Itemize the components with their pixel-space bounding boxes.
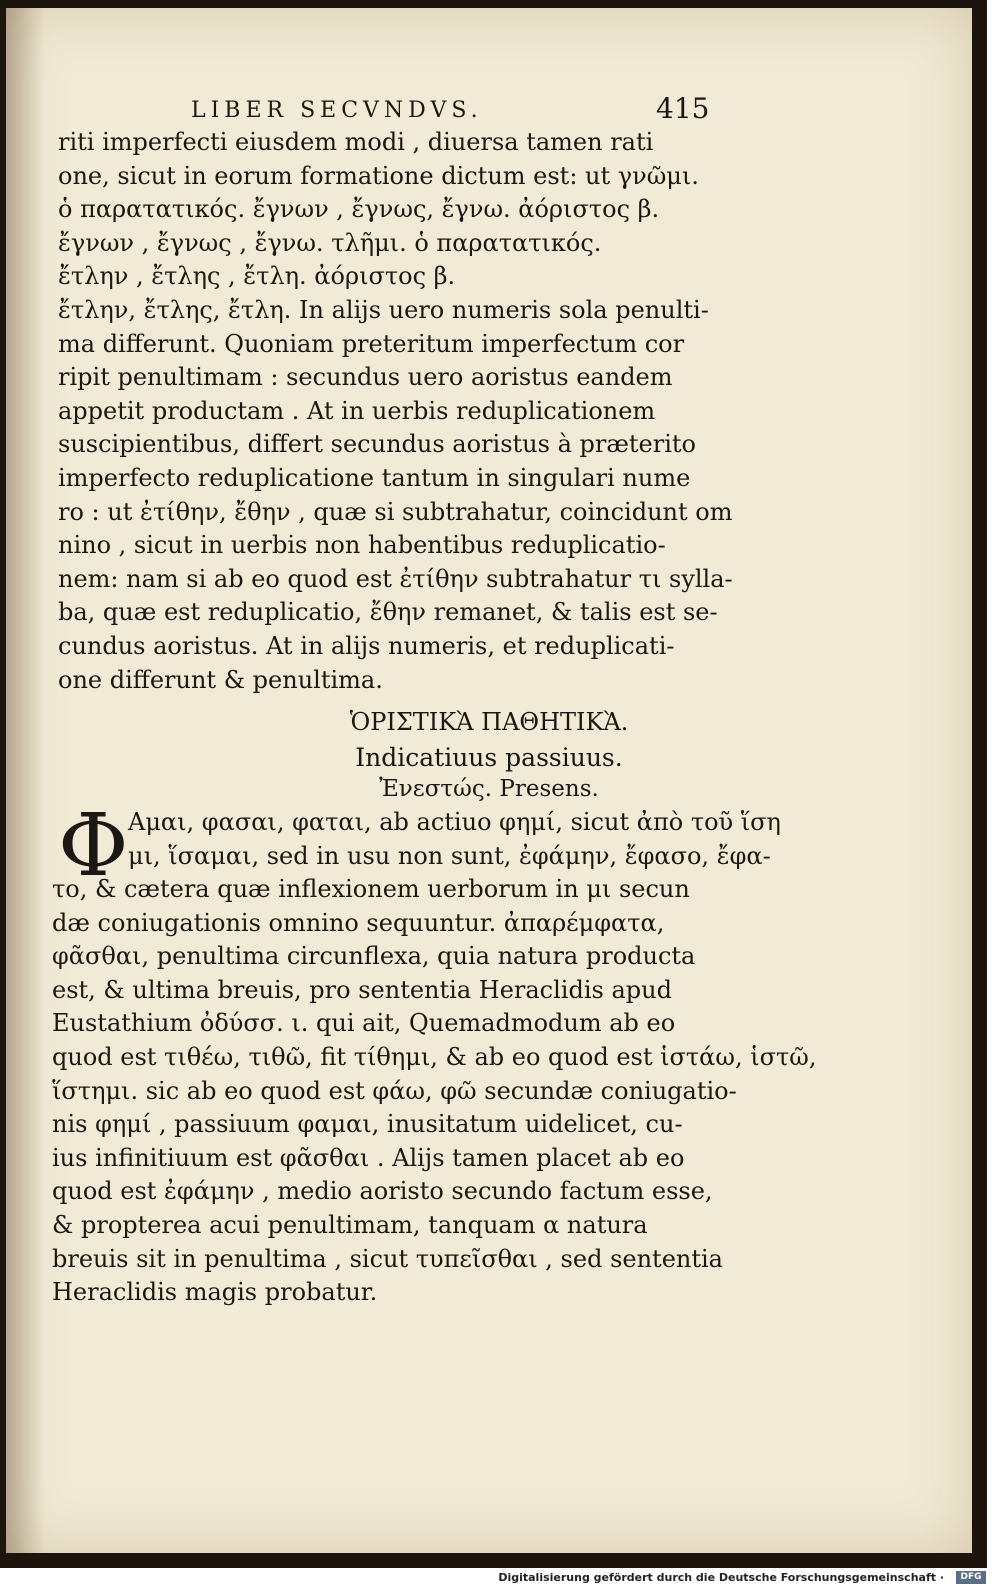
running-head: LIBER SECVNDVS. xyxy=(191,98,483,123)
dfg-logo: DFG xyxy=(956,1571,986,1584)
text-line: ἔτλην , ἔτλης , ἔτλη. ἀόριστος β. xyxy=(58,262,456,291)
text-line: dæ coniugationis omnino sequuntur. ἀπαρέμφατα, xyxy=(52,908,665,937)
text-line: το, & cætera quæ inflexionem uerborum in μι secun xyxy=(52,875,690,903)
text-line: breuis sit in penultima , sicut τυπεῖσθαι , sed sententia xyxy=(52,1244,723,1273)
text-line: appetit productam . At in uerbis reduplicationem xyxy=(58,396,656,425)
text-line: nino , sicut in uerbis non habentibus reduplicatio- xyxy=(58,531,666,560)
page-number: 415 xyxy=(656,92,710,125)
text-line: ma differunt. Quoniam preteritum imperfectum cor xyxy=(58,329,685,358)
text-line: nis φημί , passiuum φαμαι, inusitatum uidelicet, cu- xyxy=(52,1110,683,1139)
text-line: ro : ut ἐτίθην, ἔθην , quæ si subtrahatur, coincidunt om xyxy=(58,497,733,526)
text-line: ius infinitiuum est φᾶσθαι . Alijs tamen placet ab eo xyxy=(52,1143,685,1172)
text-line: ἵστημι. sic ab eo quod est φάω, φῶ secundæ coniugatio- xyxy=(52,1076,737,1105)
text-line: ἔτλην, ἔτλης, ἔτλη. In alijs uero numeris sola penulti- xyxy=(58,296,709,324)
text-line-indented: Αμαι, φασαι, φαται, ab actiuo φημί, sicut ἀπὸ τοῦ ἵση xyxy=(128,808,781,836)
text-line: suscipientibus, differt secundus aoristus à præterito xyxy=(58,430,696,459)
text-line: & propterea acui penultimam, tanquam α natura xyxy=(52,1211,648,1239)
text-line: ripit penultimam : secundus uero aoristus eandem xyxy=(58,363,673,392)
text-line-indented: μι, ἵσαμαι, sed in usu non sunt, ἐφάμην, ἔφασο, ἔφα- xyxy=(128,841,771,870)
text-line: est, & ultima breuis, pro sententia Heraclidis apud xyxy=(52,975,672,1004)
text-line: quod est ἐφάμην , medio aoristo secundo factum esse, xyxy=(52,1177,713,1206)
text-line: quod est τιθέω, τιθῶ, fit τίθημι, & ab eo quod est ἱστάω, ἱστῶ, xyxy=(52,1043,817,1071)
text-line: Heraclidis magis probatur. xyxy=(52,1278,378,1307)
section-subheading: Ἐνεστώς. Presens. xyxy=(379,776,599,802)
text-line: ba, quæ est reduplicatio, ἔθην remanet, & talis est se- xyxy=(58,598,718,627)
text-line: imperfecto reduplicatione tantum in singulari nume xyxy=(58,464,691,492)
text-line: ὁ παρατατικός. ἔγνων , ἔγνως, ἔγνω. ἀόριστος β. xyxy=(58,195,660,224)
text-line: ἔγνων , ἔγνως , ἔγνω. τλῆμι. ὁ παρατατικός. xyxy=(58,228,602,257)
section-heading-latin: Indicatiuus passiuus. xyxy=(355,743,623,772)
text-line: riti imperfecti eiusdem modi , diuersa tamen rati xyxy=(58,128,654,156)
text-line: cundus aoristus. At in alijs numeris, et reduplicati- xyxy=(58,632,675,660)
text-line: Eustathium ὀδύσσ. ι. qui ait, Quemadmodum ab eo xyxy=(52,1009,676,1038)
text-line: one, sicut in eorum formatione dictum est: ut γνῶμι. xyxy=(58,161,699,190)
section-heading-greek: ὉΡΙΣΤΙΚᾺ ΠΑΘΗΤΙΚᾺ. xyxy=(349,708,629,736)
text-line: nem: nam si ab eo quod est ἐτίθην subtrahatur τι sylla- xyxy=(58,564,733,593)
drop-capital: Φ xyxy=(58,796,129,896)
book-page xyxy=(6,8,972,1553)
digitization-credit: Digitalisierung gefördert durch die Deutsche Forschungsgemeinschaft · xyxy=(498,1571,944,1584)
text-line: φᾶσθαι, penultima circunflexa, quia natura producta xyxy=(52,942,696,971)
text-line: one differunt & penultima. xyxy=(58,665,383,694)
